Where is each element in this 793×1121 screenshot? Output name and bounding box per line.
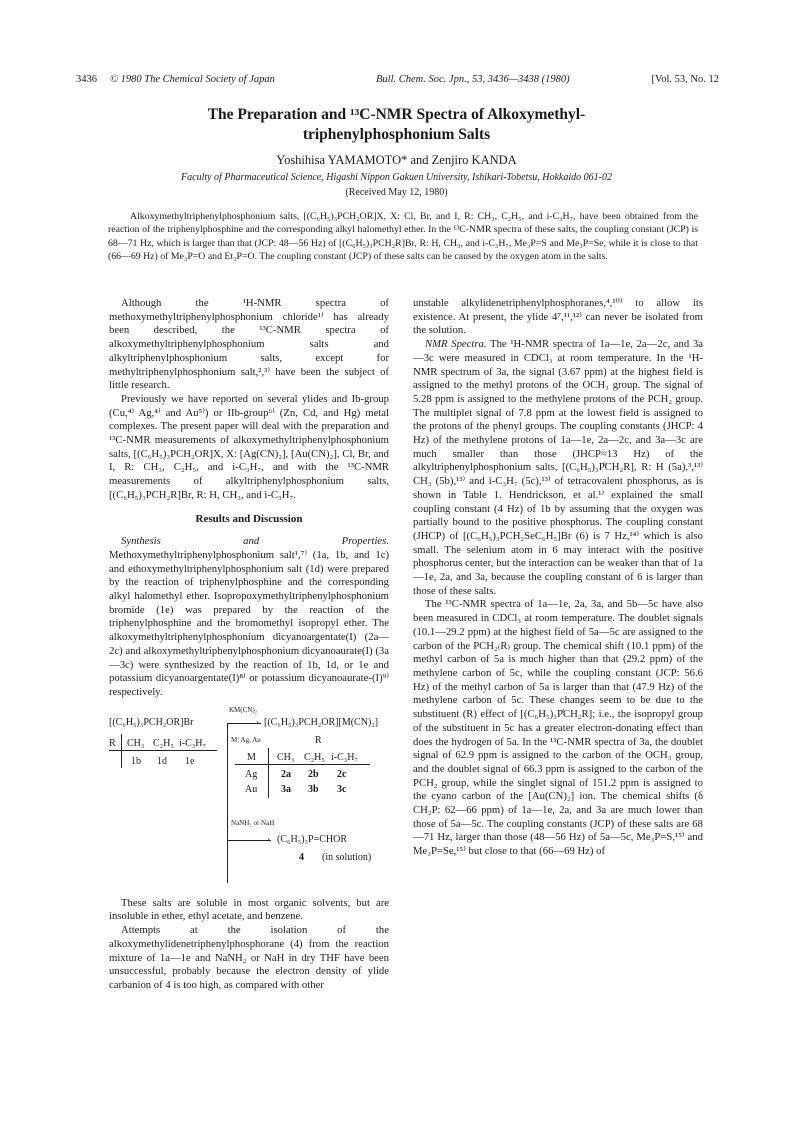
scheme-m-r-label: R [315, 734, 322, 746]
scheme-vertical-line [227, 723, 228, 883]
c13-nmr-paragraph: The ¹³C-NMR spectra of 1a—1e, 2a, 3a, and 5b—5c have also been measured in CDCl₃ at room temperature. The doublet signals (10.1—29.2 ppm) at the highest field of 5a—5c are assigned to the carbon of the PCH₂₍R₎ group. The chemical shift (10.1 ppm) of the methyl carbon of 5a is much higher than that (29.2 ppm) of the methylene carbon of 5c, while the coupling constant (JCP: 56.6 Hz) of the methyl carbon of 5a is larger than that (47.9 Hz) of the methylene carbon of 5c. These changes seem to be due to the substituent (R) effect of [(C₆H₅)₃P̊CH₂R]; i.e., the isopropyl group of the substituent in 5c has a greater electron-donating effect than does the hydrogen of 5a. In the ¹³C-NMR spectra of 3a, the doublet signal of 62.9 ppm is assigned to the carbon of the OCH₃ group, and the doublet signal of 66.3 ppm is assigned to the carbon of the PCH₂ group, while the singlet signal of 151.2 ppm is assigned to the cyano carbon of the [Au(CN)₂] ion. The chemical shifts (δ CH₂P: 62—66 ppm) of 1a—1e, 2a, and 3a are much lower than those of 5a—5c. The coupling constants (JCP) of these salts are 68—71 Hz, larger than those (48—56 Hz) of 5a—5c, Me₃P=S,¹⁵⁾ and Me₃P=Se,¹⁵⁾ but close to that (66—69 Hz) of [413, 598, 703, 858]
scheme-compound-3c: 3c [337, 783, 347, 795]
scheme-metal-ag: Ag [245, 768, 258, 780]
scheme-product-2-note: (in solution) [322, 851, 372, 863]
article-title [120, 105, 673, 145]
scheme-compound-3b: 3b [308, 783, 319, 795]
scheme-r-compound-2: 1d [157, 755, 167, 767]
left-column [109, 297, 389, 993]
running-header [76, 74, 719, 88]
scheme-r-value-3: i-C₃H₇ [179, 737, 206, 749]
scheme-reactant: [(C₆H₅)₃PCH₂OR]Br [109, 716, 194, 728]
copyright-line: © 1980 The Chemical Society of Japan [110, 74, 275, 85]
scheme-r-value-1: CH₃ [127, 737, 145, 749]
scheme-product-1: [(C₆H₅)₃PCH₂OR][M(CN)₂] [264, 716, 379, 728]
page-number: 3436 [76, 74, 97, 85]
volume-issue: [Vol. 53, No. 12 [651, 74, 719, 85]
title-line-2: triphenylphosphonium Salts [302, 126, 491, 143]
reaction-scheme [109, 704, 389, 894]
scheme-m-r-value-3: i-C₃H₇ [331, 751, 358, 763]
scheme-compound-2c: 2c [337, 768, 347, 780]
affiliation: Faculty of Pharmaceutical Science, Higashi Nippon Gakuen University, Ishikari-Tobetsu, Hokkaido 061-02 [181, 172, 612, 183]
scheme-r-compound-3: 1e [185, 755, 195, 767]
nmr-paragraph [413, 338, 703, 598]
isolation-paragraph: Attempts at the isolation of the alkoxymethylidenetriphenylphosphorane (4) from the reaction mixture of 1a—1e and NaNH₂ or NaH in dry THF have been unsuccessful, probably because the electron density of ylide carbanion of 4 is too high, as compared with other [109, 924, 389, 991]
abstract: Alkoxymethyltriphenylphosphonium salts, [(C₆H₅)₃PCH₂OR]X, X: Cl, Br, and I, R: CH₃, C₂H₅, and i-C₃H₇, have been obtained from the reaction of the triphenylphosphine and the corresponding alkyl halomethyl ether. In the ¹³C-NMR spectra of these salts, the coupling constant (JCP) is 68—71 Hz, which is larger than that (JCP: 48—56 Hz) of [(C₆H₅)₃PCH₂R]Br, R: H, CH₃, and i-C₃H₇, Me₃P=S and Me₃P=Se, while it is close to that (66—69 Hz) of Me₃P=O and Et₃P=O. The coupling constant (JCP) of these salts can be caused by the oxygen atom in the salts. [108, 211, 698, 262]
scheme-m-rule [235, 764, 370, 765]
scheme-r-label: R [109, 737, 116, 749]
nmr-text: The ¹H-NMR spectra of 1a—1e, 2a—2c, and 3a—3c were measured in CDCl₃ at room temperature. In the ¹H-NMR spectrum of 3a, the signal (3.67 ppm) at the highest field is assigned to the methyl protons of the OCH₃ group. The signal of 5.28 ppm is assigned to the methylene protons of the PCH₂ group. The multiplet signal of 7.8 ppm at the lowest field is assigned to the protons of the phenyl groups. The coupling constants (JHCP: 4 Hz) of the methylene protons of 1a—1e, 2a—2c, and 3a—3c are much smaller than those (JHCP≈13 Hz) of the alkyltriphenylphosphonium salts, [(C₆H₅)₃P̊CH₂R], R: H (5a),³,¹³⁾ CH₃ (5b),¹³⁾ and i-C₃H₇ (5c),¹³⁾ of tetracovalent phosphorus, as is shown in Table 1. Hendrickson, et al.¹⁾ explained the small coupling constant (4 Hz) of 1b by assuming that the oxygen was partially bound to the positive phosphorus. The coupling constant (JHCP) of [(C₆H₅)₃PCH₂SeC₆H₅]Br (6) is 7 Hz,¹⁴⁾ which is also small. The selenium atom in 6 may interact with the positive phosphorus center, but the interaction can be weaker than that of 1a—1e, 2a, and 3a, because the coupling constant of 6 is larger than those of these salts. [413, 338, 703, 597]
intro-paragraph-1: Although the ¹H-NMR spectra of methoxymethyltriphenylphosphonium chloride¹⁾ has already been described, the ¹³C-NMR spectra of alkoxymethyltriphenylphosphonium salts and alkyltriphenylphosphonium salts, except for methyltriphenylphosphonium salt,²,³⁾ have been the subject of little research. [109, 297, 389, 392]
scheme-product-2: (C₆H₅)₃P=CHOR [277, 833, 347, 845]
section-heading: Results and Discussion [195, 512, 303, 525]
scheme-compound-2b: 2b [308, 768, 319, 780]
synthesis-label: Synthesis and Properties. [121, 535, 389, 548]
scheme-m-divider [268, 748, 269, 798]
journal-citation: Bull. Chem. Soc. Jpn., 53, 3436—3438 (1980) [376, 74, 570, 85]
scheme-arrow-2-head: › [267, 833, 270, 844]
scheme-r-value-2: C₂H₅ [153, 737, 174, 749]
scheme-r-compound-1: 1b [131, 755, 141, 767]
authors: Yoshihisa YAMAMOTO* and Zenjiro KANDA [276, 153, 517, 167]
scheme-reagent-2: NaNH₂ or NaH [231, 818, 275, 827]
scheme-m-label: M [247, 751, 256, 763]
synthesis-paragraph [109, 535, 389, 699]
synthesis-text: Methoxymethyltriphenylphosphonium salt¹,⁷⁾ (1a, 1b, and 1c) and ethoxymethyltriphenylphosphonium salt (1d) were prepared by the reaction of triphenylphosphine and the corresponding alkyl halomethyl ether. Isopropoxymethyltriphenylphosphonium bromide (1e) was prepared by the reaction of the triphenylphosphine and the bromomethyl isopropyl ether. The alkoxymethyltriphenylphosphonium dicyanoargentate(I) (2a—2c) and alkoxymethyltriphenylphosphonium dicyanoaurate(I) (3a—3c) were synthesized by the reaction of 1b, 1d, or 1e and potassium dicyanoargentate(I)⁸⁾ or potassium dicyanoaurate-(I)⁹⁾ respectively. [109, 548, 389, 698]
scheme-m-r-value-1: CH₃ [277, 751, 295, 763]
scheme-r-rule [109, 750, 217, 751]
scheme-r-divider [121, 734, 122, 768]
scheme-compound-2a: 2a [281, 768, 291, 780]
scheme-product-2-number: 4 [299, 851, 304, 863]
scheme-metal-au: Au [245, 783, 258, 795]
solubility-paragraph: These salts are soluble in most organic solvents, but are insoluble in ether, ethyl acetate, and benzene. [109, 896, 389, 923]
nmr-label: NMR Spectra. [425, 338, 487, 351]
received-date: (Received May 12, 1980) [345, 187, 448, 198]
scheme-compound-3a: 3a [281, 783, 291, 795]
intro-paragraph-2: Previously we have reported on several ylides and Ib-group (Cu,⁴⁾ Ag,⁴⁾ and Au⁵⁾) or IIb-group⁶⁾ (Zn, Cd, and Hg) metal complexes. The present paper will deal with the preparation and ¹³C-NMR measurements of alkoxymethyltriphenylphosphonium salts, [(C₆H₅)₃PCH₂OR]X, X: [Ag(CN)₂], [Au(CN)₂], Cl, Br, and I, R: CH₃, C₂H₅, and i-C₃H₇, and with the ¹³C-NMR measurements of alkyltriphenylphosphonium salts, [(C₆H₅)₃PCH₂R]Br, R: H, CH₃, and i-C₃H₇. [109, 392, 389, 501]
scheme-arrow-1-head: › [256, 716, 259, 727]
scheme-arrow-2 [227, 840, 271, 841]
continuation-paragraph: unstable alkylidenetriphenylphosphoranes,⁴,¹⁰⁾ to allow its existence. At present, the ylide 4⁷,¹¹,¹²⁾ can never be isolated from the solution. [413, 297, 703, 337]
scheme-reagent-1: KM(CN)₂ [229, 705, 258, 714]
scheme-m-r-value-2: C₂H₅ [304, 751, 325, 763]
right-column [413, 297, 703, 859]
title-line-1: The Preparation and ¹³C-NMR Spectra of Alkoxymethyl- [207, 106, 586, 123]
scheme-m-note: M: Ag, Au [231, 735, 261, 744]
